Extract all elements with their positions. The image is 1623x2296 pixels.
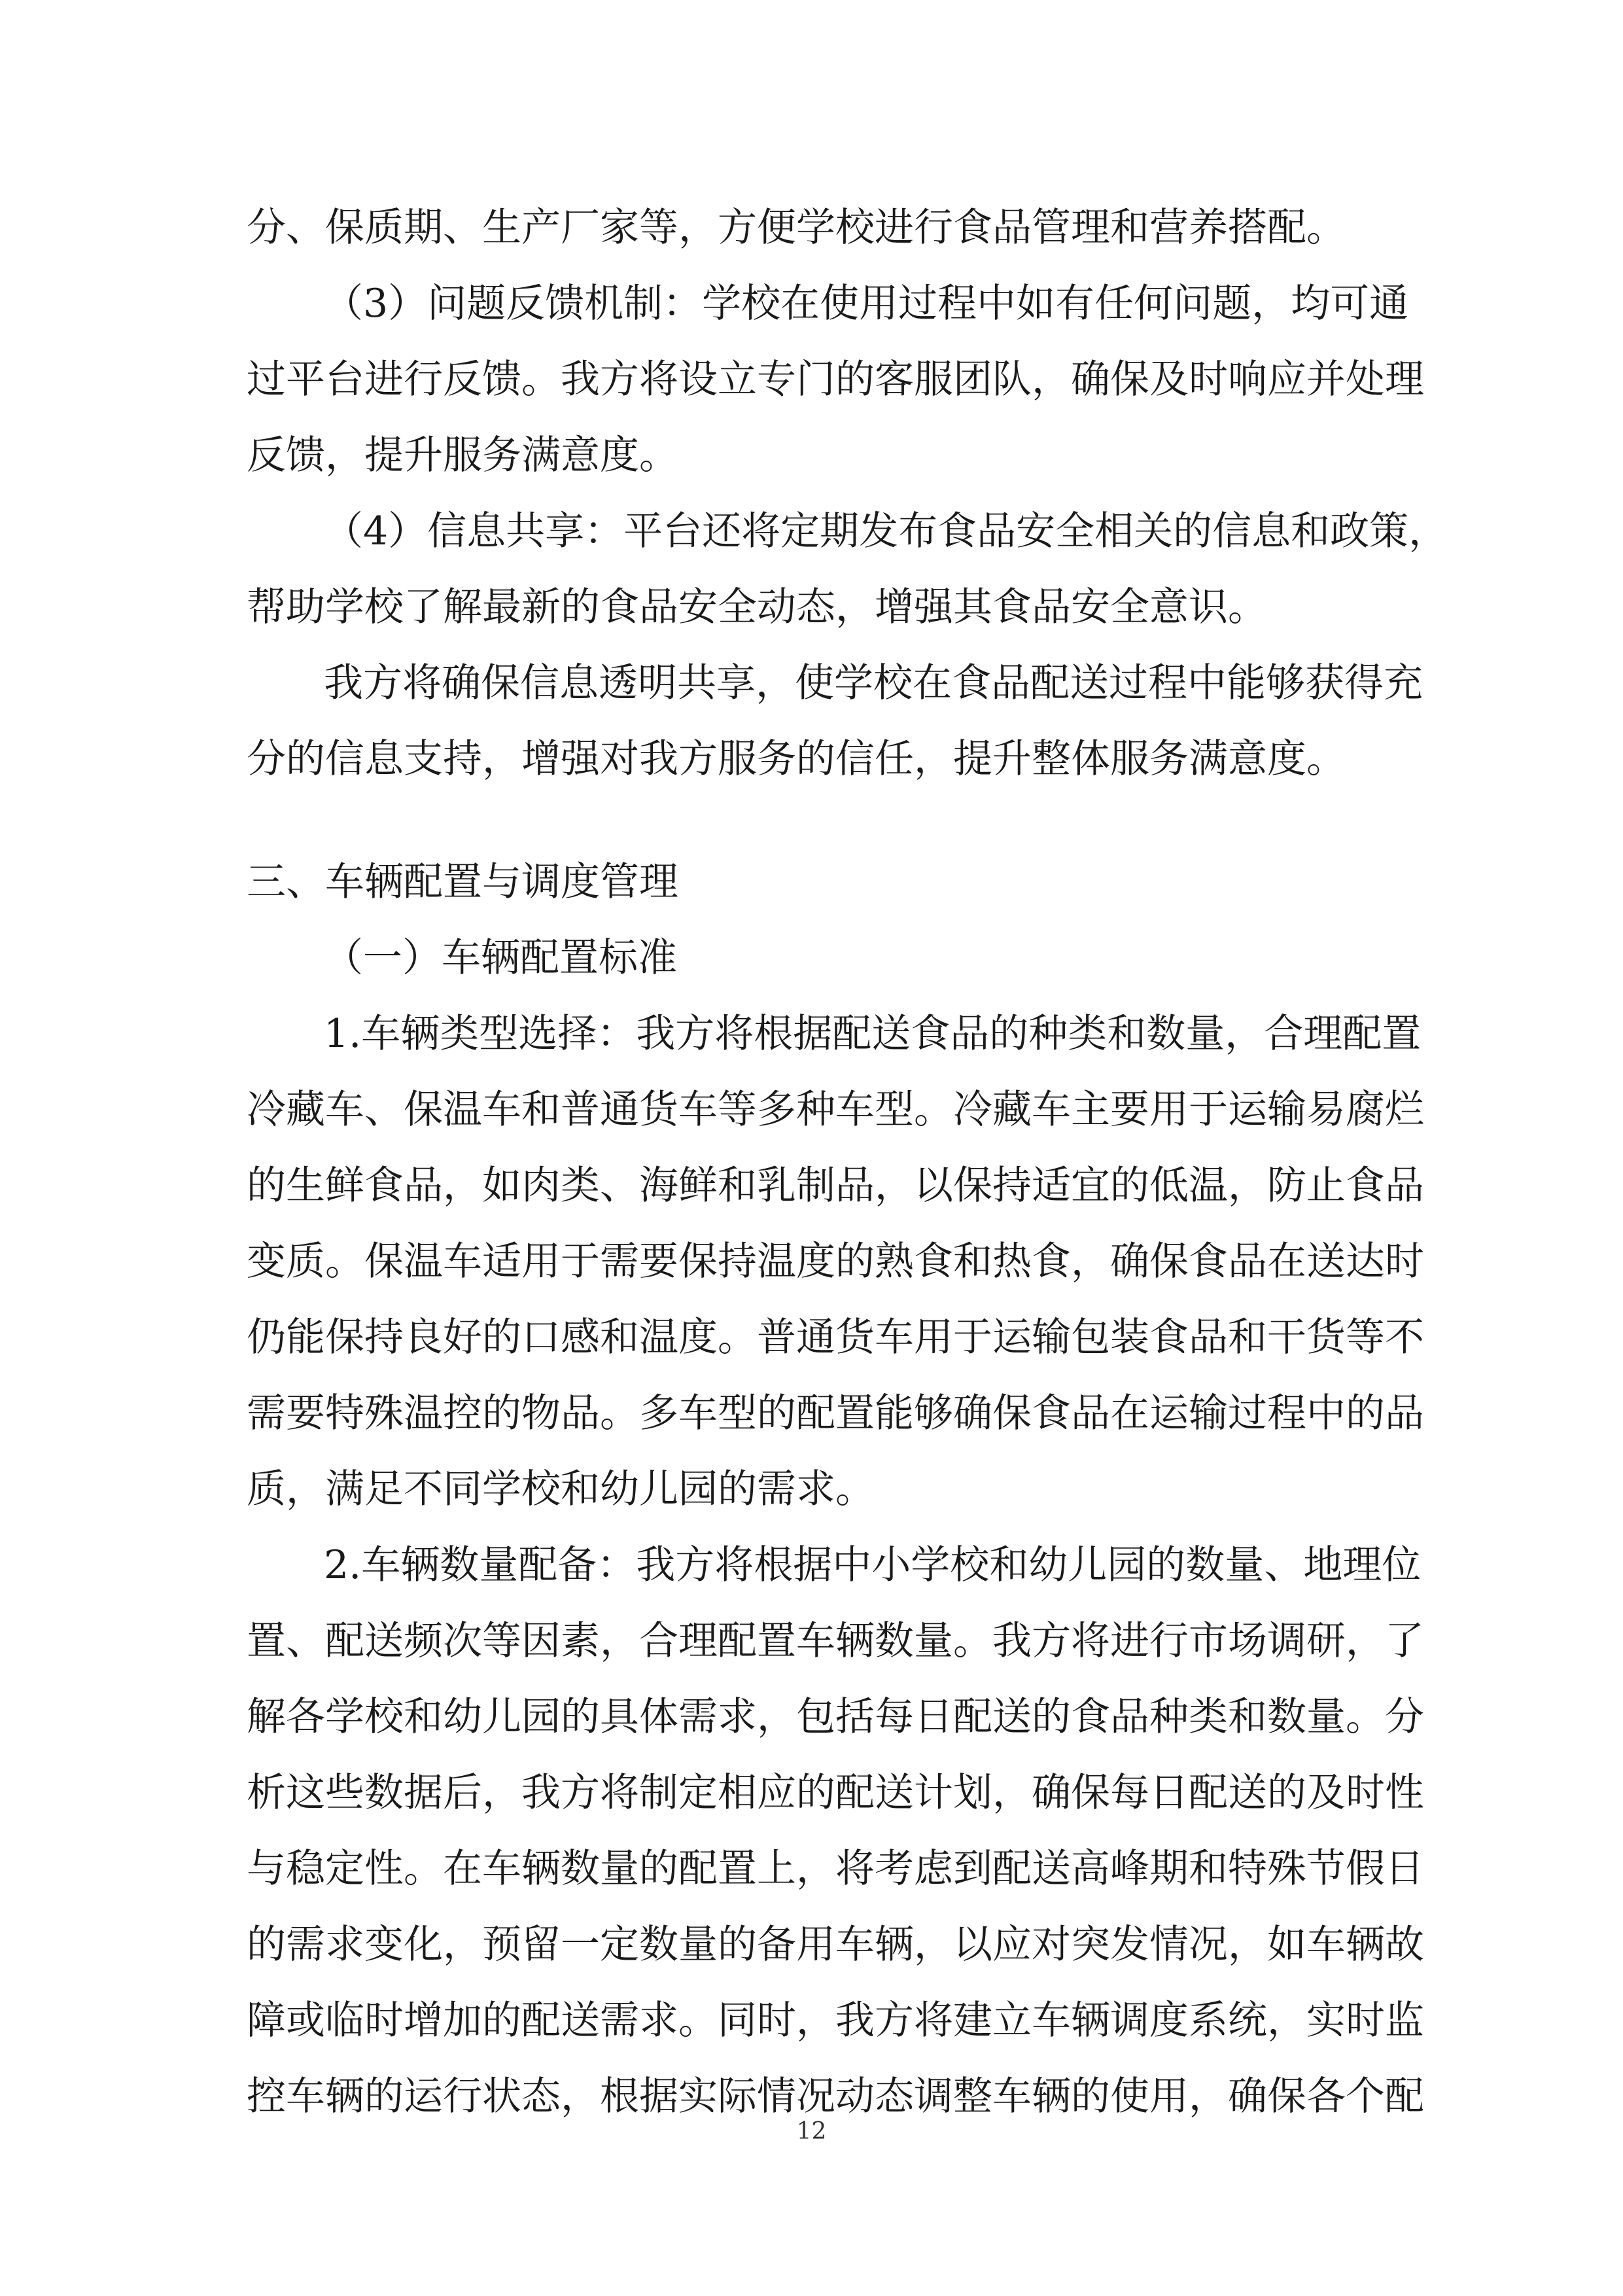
section-spacer [247, 797, 1382, 844]
paragraph-line: 分的信息支持，增强对我方服务的信任，提升整体服务满意度。 [247, 736, 1346, 782]
paragraph-line: 障或临时增加的配送需求。同时，我方将建立车辆调度系统，实时监 [247, 1998, 1424, 2043]
paragraph-line: 1.车辆类型选择：我方将根据配送食品的种类和数量，合理配置 [324, 1011, 1422, 1057]
paragraph-line: 质，满足不同学校和幼儿园的需求。 [247, 1466, 875, 1512]
paragraph-line: 置、配送频次等因素，合理配置车辆数量。我方将进行市场调研，了 [247, 1618, 1424, 1664]
paragraph-line: 过平台进行反馈。我方将设立专门的客服团队，确保及时响应并处理 [247, 357, 1424, 402]
paragraph-line: （3）问题反馈机制：学校在使用过程中如有任何问题，均可通 [324, 281, 1409, 327]
subsection-heading: （一）车辆配置标准 [324, 935, 677, 981]
paragraph-line: 解各学校和幼儿园的具体需求，包括每日配送的食品种类和数量。分 [247, 1694, 1424, 1740]
paragraph-line: 的需求变化，预留一定数量的备用车辆，以应对突发情况，如车辆故 [247, 1922, 1424, 1968]
paragraph-line: 需要特殊温控的物品。多车型的配置能够确保食品在运输过程中的品 [247, 1390, 1424, 1436]
paragraph-line: 冷藏车、保温车和普通货车等多种车型。冷藏车主要用于运输易腐烂 [247, 1087, 1424, 1133]
paragraph-line: 控车辆的运行状态，根据实际情况动态调整车辆的使用，确保各个配 [247, 2074, 1424, 2119]
paragraph-line: 仍能保持良好的口感和温度。普通货车用于运输包装食品和干货等不 [247, 1315, 1424, 1360]
page-number: 12 [796, 2118, 827, 2145]
paragraph-line: 我方将确保信息透明共享，使学校在食品配送过程中能够获得充 [324, 660, 1423, 706]
paragraph-line: 与稳定性。在车辆数量的配置上，将考虑到配送高峰期和特殊节假日 [247, 1846, 1424, 1892]
paragraph-line: 2.车辆数量配备：我方将根据中小学校和幼儿园的数量、地理位 [324, 1542, 1422, 1588]
paragraph-line: 变质。保温车适用于需要保持温度的熟食和热食，确保食品在送达时 [247, 1239, 1424, 1284]
paragraph-line: 析这些数据后，我方将制定相应的配送计划，确保每日配送的及时性 [247, 1770, 1424, 1816]
paragraph-line: 的生鲜食品，如肉类、海鲜和乳制品，以保持适宜的低温，防止食品 [247, 1163, 1424, 1209]
paragraph-line: 分、保质期、生产厂家等，方便学校进行食品管理和营养搭配。 [247, 205, 1346, 251]
paragraph-line: 帮助学校了解最新的食品安全动态，增强其食品安全意识。 [247, 584, 1267, 630]
paragraph-line: 反馈，提升服务满意度。 [247, 433, 678, 478]
page-body [247, 190, 1448, 2134]
paragraph-line: （4）信息共享：平台还将定期发布食品安全相关的信息和政策， [324, 508, 1448, 554]
section-heading: 三、车辆配置与调度管理 [247, 859, 678, 905]
